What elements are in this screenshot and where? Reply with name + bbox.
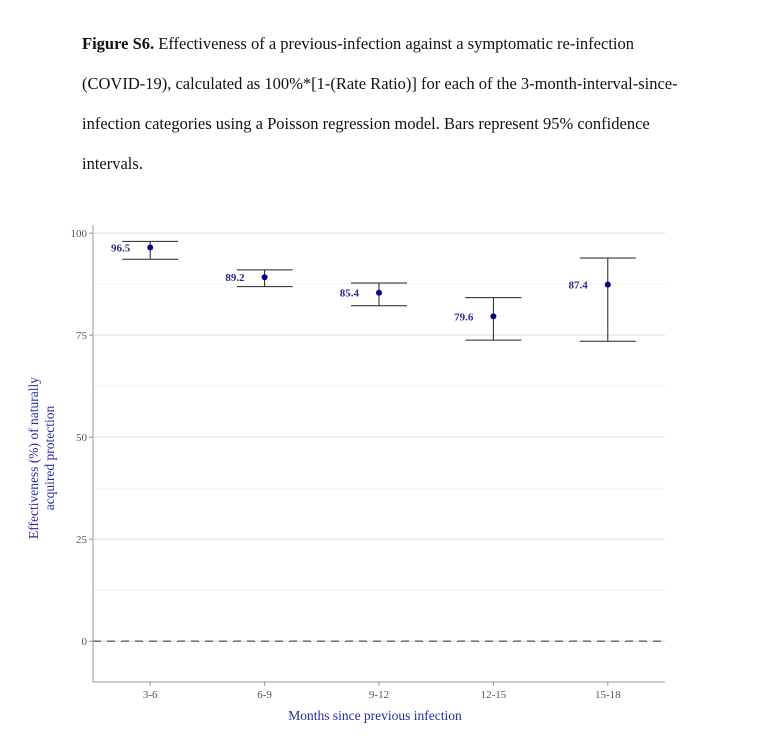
x-tick-label: 6-9: [257, 689, 272, 701]
figure-number: Figure S6.: [82, 34, 155, 53]
x-tick-label: 12-15: [480, 689, 507, 701]
y-axis-title-line1: Effectiveness (%) of naturally: [26, 376, 41, 540]
y-axis-title-line2: acquired protection: [42, 405, 57, 511]
y-tick-label: 0: [81, 636, 87, 649]
x-axis-title: Months since previous infection: [288, 708, 462, 723]
x-tick-label: 15-18: [594, 689, 621, 701]
data-point: [262, 274, 268, 280]
data-label: 87.4: [568, 279, 588, 292]
data-point: [147, 244, 153, 250]
data-point: [490, 313, 496, 319]
data-label: 89.2: [225, 272, 245, 285]
x-tick-label: 3-6: [142, 689, 158, 701]
data-label: 79.6: [454, 311, 474, 324]
y-tick-label: 25: [76, 534, 87, 547]
y-tick-label: 100: [70, 228, 87, 241]
y-tick-label: 50: [76, 432, 87, 445]
data-point: [605, 282, 611, 288]
data-point: [376, 290, 382, 296]
y-tick-label: 75: [76, 330, 87, 343]
y-axis-title: [26, 377, 57, 539]
data-label: 96.5: [110, 242, 131, 255]
caption-text: Effectiveness of a previous-infection against a symptomatic re-infection (COVID-19), calculated as 100%*[1-(Rate Ratio)] for each of the 3-month-interval-since-infection categories using a Poisson regression model. Bars represent 95% confidence intervals.: [82, 34, 678, 173]
data-label: 85.4: [339, 287, 359, 300]
x-tick-label: 9-12: [368, 689, 390, 701]
